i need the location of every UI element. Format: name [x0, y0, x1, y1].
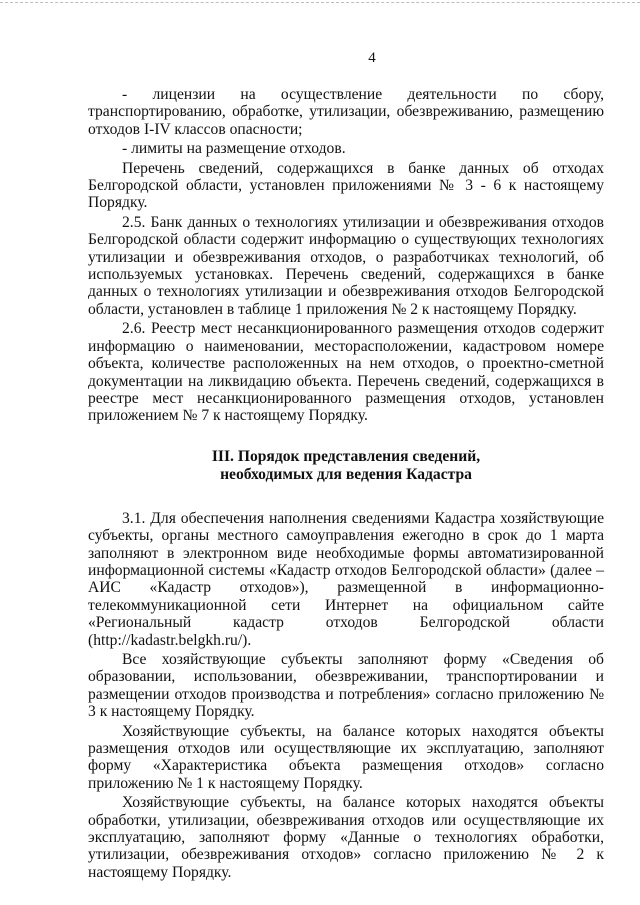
- paragraph-waste-data-list: Перечень сведений, содержащихся в банке данных об отходах Белгородской области, установлен приложениями № 3 - 6 к настоящему Порядку.: [88, 159, 604, 212]
- section-heading-line-2: необходимых для ведения Кадастра: [220, 465, 472, 483]
- paragraph-processing-objects: Хозяйствующие субъекты, на балансе которых находятся объекты обработки, утилизации, обезвреживания отходов или осуществляющие их эксплуатацию, заполняют форму «Данные о технологиях обработки, утилизации, обезвреживания отходов» согласно приложению № 2 к настоящему Порядку.: [88, 794, 604, 881]
- paragraph-placement-objects: Хозяйствующие субъекты, на балансе которых находятся объекты размещения отходов или осуществляющие их эксплуатацию, заполняют форму «Характеристика объекта размещения отходов» согласно приложению № 1 к настоящему Порядку.: [88, 722, 604, 792]
- page-number: 4: [368, 50, 376, 66]
- paragraph-licenses: - лицензии на осуществление деятельности по сбору, транспортированию, обработке, утилизации, обезвреживанию, размещению отходов I-IV классов опасности;: [88, 86, 604, 138]
- paragraph-limits: - лимиты на размещение отходов.: [122, 140, 346, 158]
- paragraph-all-subjects: Все хозяйствующие субъекты заполняют форму «Сведения об образовании, использовании, обезвреживании, транспортировании и размещении отходов производства и потребления» согласно приложению № 3 к настоящему Порядку.: [88, 650, 604, 721]
- document-body: [88, 86, 604, 883]
- section-heading-line-1: III. Порядок представления сведений,: [211, 447, 481, 465]
- section-heading: [88, 448, 604, 484]
- paragraph-3-1: 3.1. Для обеспечения наполнения сведениями Кадастра хозяйствующие субъекты, органы местного самоуправления ежегодно в срок до 1 марта заполняют в электронном виде необходимые формы автоматизированной информационной системы «Кадастр отходов Белгородской области» (далее – АИС «Кадастр отходов»), размещенной в информационно-телекоммуникационной сети Интернет на официальном сайте «Региональный кадастр отходов Белгородской области (http://kadastr.belgkh.ru/).: [88, 509, 604, 649]
- paragraph-2-5: 2.5. Банк данных о технологиях утилизации и обезвреживания отходов Белгородской области содержит информацию о существующих технологиях утилизации и обезвреживания отходов, о разработчиках технологий, об используемых установках. Перечень сведений, содержащихся в банке данных о технологиях утилизации и обезвреживания отходов Белгородской области, установлен в таблице 1 приложения № 2 к настоящему Порядку.: [88, 213, 604, 318]
- paragraph-2-6: 2.6. Реестр мест несанкционированного размещения отходов содержит информацию о наименовании, месторасположении, кадастровом номере объекта, количестве расположенных на нем отходов, о проектно-сметной документации на ликвидацию объекта. Перечень сведений, содержащихся в реестре мест несанкционированного размещения отходов, установлен приложением № 7 к настоящему Порядку.: [88, 320, 604, 425]
- top-scan-edge: [0, 2, 640, 3]
